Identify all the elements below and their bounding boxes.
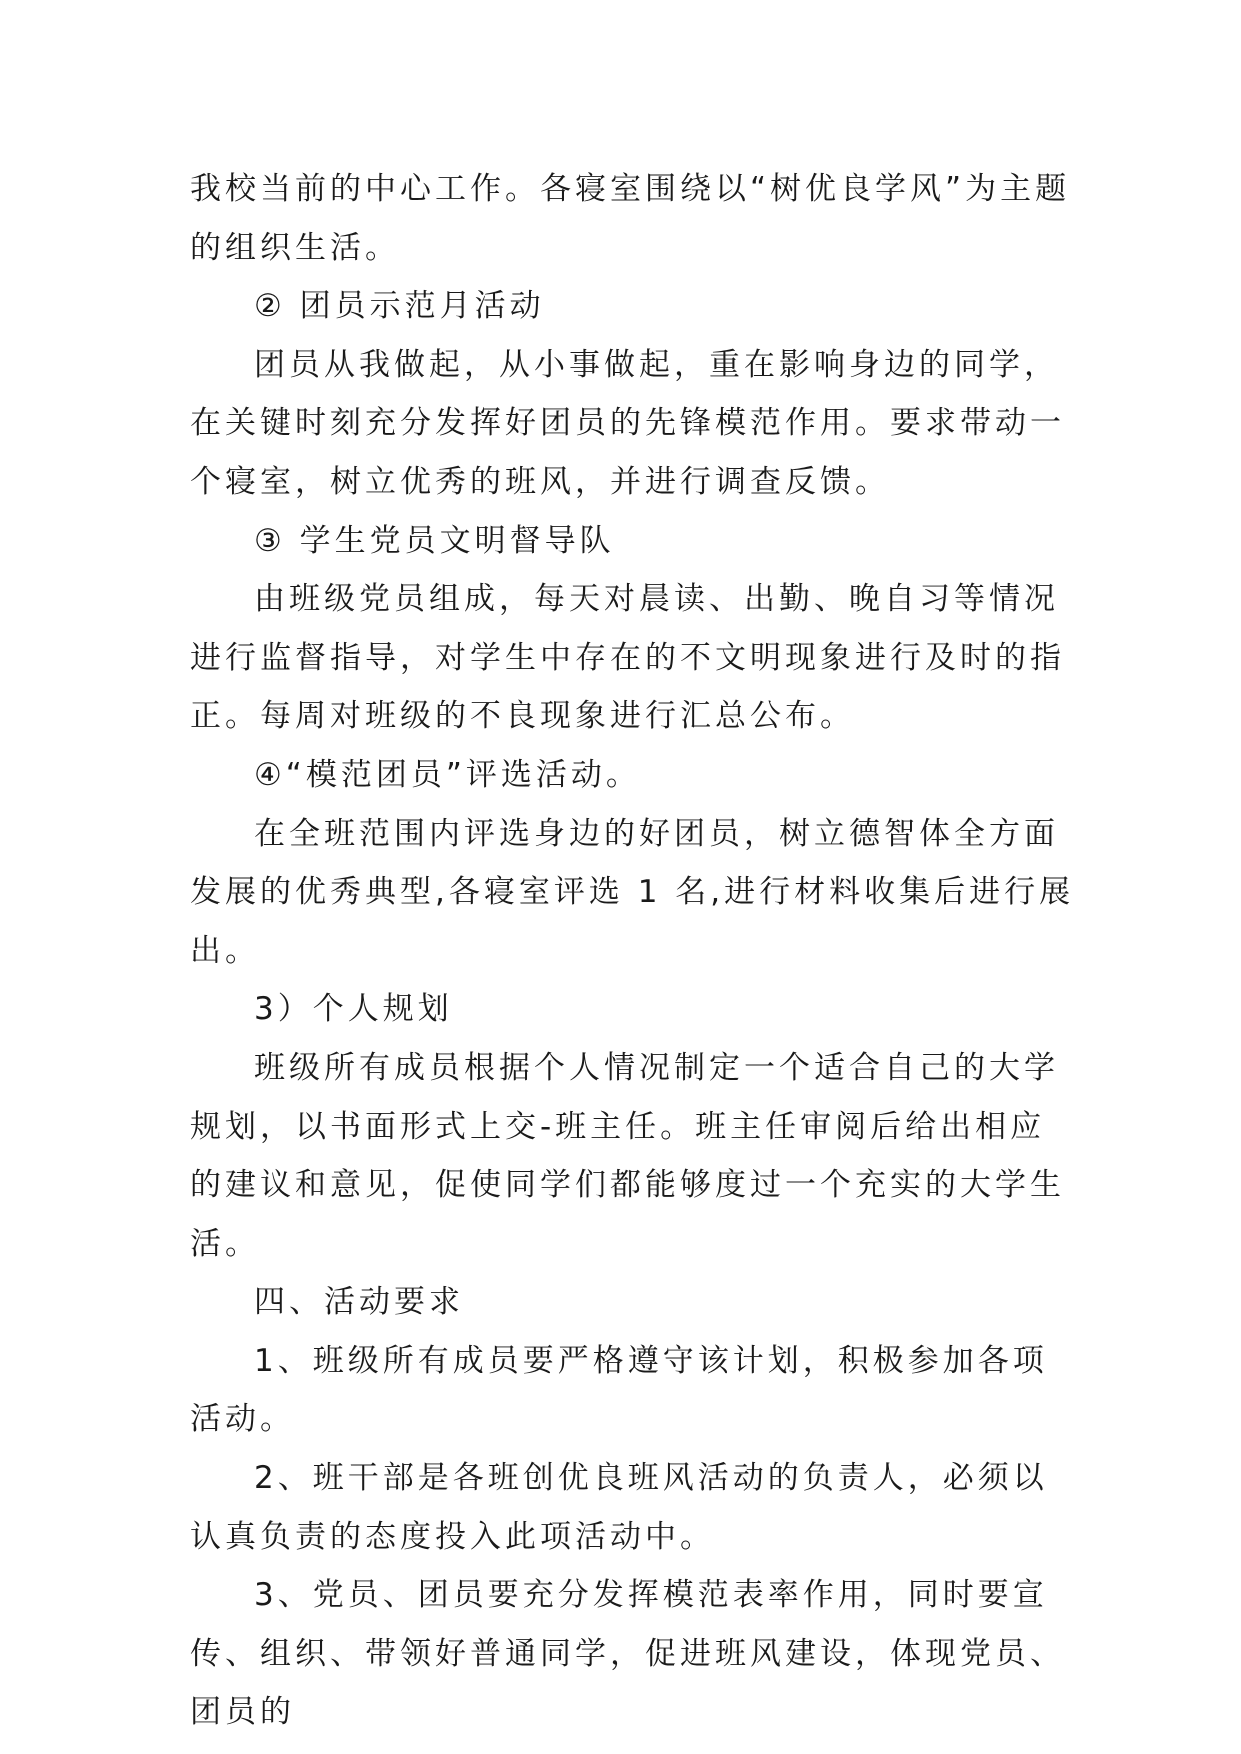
section-heading-personal-plan: 3）个人规划 xyxy=(254,991,453,1028)
paragraph: 班级所有成员根据个人情况制定一个适合自己的大学规划，以书面形式上交-班主任。班主任审阅后给出相应的建议和意见，促使同学们都能够度过一个充实的大学生活。 xyxy=(190,1049,1065,1262)
section-heading-4: ④“模范团员”评选活动。 xyxy=(254,756,641,793)
list-item-2: 2、班干部是各班创优良班风活动的负责人，必须以认真负责的态度投入此项活动中。 xyxy=(190,1460,1048,1555)
section-heading-2: ② 团员示范月活动 xyxy=(254,288,545,325)
paragraph-continuation: 我校当前的中心工作。各寝室围绕以“树优良学风”为主题的组织生活。 xyxy=(190,171,1071,266)
paragraph: 团员从我做起，从小事做起，重在影响身边的同学，在关键时刻充分发挥好团员的先锋模范作用。要求带动一个寝室，树立优秀的班风，并进行调查反馈。 xyxy=(190,346,1065,500)
paragraph: 在全班范围内评选身边的好团员，树立德智体全方面发展的优秀典型,各寝室评选 1 名,进行材料收集后进行展出。 xyxy=(190,815,1075,969)
paragraph: 由班级党员组成，每天对晨读、出勤、晚自习等情况进行监督指导，对学生中存在的不文明现象进行及时的指正。每周对班级的不良现象进行汇总公布。 xyxy=(190,581,1065,735)
list-item-3: 3、党员、团员要充分发挥模范表率作用，同时要宣传、组织、带领好普通同学，促进班风建设，体现党员、团员的 xyxy=(190,1577,1065,1731)
list-item-1: 1、班级所有成员要严格遵守该计划，积极参加各项活动。 xyxy=(190,1342,1048,1438)
section-heading-3: ③ 学生党员文明督导队 xyxy=(254,522,615,559)
section-heading-requirements: 四、活动要求 xyxy=(254,1284,464,1321)
document-body xyxy=(190,160,1075,1742)
